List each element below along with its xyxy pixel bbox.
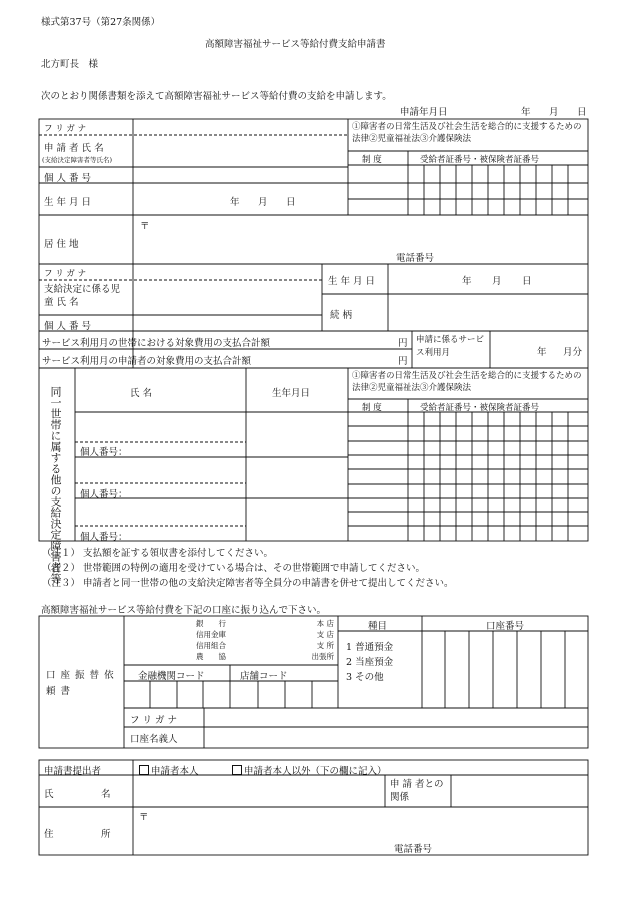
option-other-label: 申請者本人以外（下の欄に記入）: [244, 766, 387, 777]
intro-text: 次のとおり関係書類を添えて高額障害福祉サービス等給付費の支給を申請します。: [41, 91, 392, 102]
submitter-relation-label: 申 請 者との関係: [390, 779, 444, 803]
checkbox-other[interactable]: [232, 765, 242, 775]
applicant-cert-header: 受給者証番号・被保険者証番号: [420, 155, 540, 165]
applicant-furigana-label: フ リ ガ ナ: [44, 124, 87, 134]
branch-code-label: 店舗コード: [240, 671, 288, 682]
checkbox-self[interactable]: [139, 765, 149, 775]
household-law-note: ①障害者の日常生活及び社会生活を総合的に支援するための法律②児童福祉法③介護保険法: [352, 371, 582, 393]
applicant-total-yen: 円: [398, 356, 408, 367]
applicant-postal-mark: 〒: [140, 221, 150, 232]
child-dob-month: 月: [492, 276, 502, 287]
submitter-name-label: 氏 名: [44, 789, 111, 800]
applicant-system-header: 制 度: [362, 155, 382, 165]
applicant-phone-label: 電話番号: [396, 253, 435, 264]
option-self-label: 申請者本人: [151, 766, 199, 777]
household-name-header: 氏 名: [130, 388, 153, 399]
submitter-postal-mark: 〒: [139, 812, 149, 823]
note-2: （注２） 世帯範囲の特例の適用を受けている場合は、その世帯範囲で申請してください。: [42, 563, 426, 574]
account-kind-header: 種目: [368, 621, 388, 632]
bank-side-label: 口 座 振 替 依 頼 書: [46, 670, 115, 697]
service-month-label: 申請に係るサービス利用月: [416, 335, 485, 358]
household-total-yen: 円: [398, 338, 408, 349]
account-number-header: 口座番号: [486, 621, 525, 632]
submitter-label: 申請書提出者: [44, 766, 102, 777]
applicant-address-label: 居 住 地: [44, 239, 79, 250]
branch-type-sub: 支 所: [316, 641, 334, 650]
account-kind-ordinary: 1 普通預金: [346, 642, 394, 653]
applicant-dob-month: 月: [258, 197, 268, 208]
branch-types: [298, 618, 334, 662]
branch-type-head: 本 店: [316, 619, 334, 628]
note-3: （注３） 申請者と同一世帯の他の支給決定障害者等全員分の申請書を併せて提出してください。: [42, 578, 454, 589]
note-1: （注１） 支払額を証する領収書を添付してください。: [42, 548, 274, 559]
bank-code-label: 金融機関コード: [138, 671, 205, 682]
applicant-dob-year: 年: [230, 197, 240, 208]
submitter-phone-label: 電話番号: [394, 844, 433, 855]
applicant-name-sublabel: (支給決定障害者等氏名): [42, 156, 113, 164]
institution-type-bank: 銀 行: [196, 619, 226, 628]
date-unit-year: 年: [521, 107, 531, 118]
applicant-dob-day: 日: [286, 197, 296, 208]
child-personal-number-label: 個 人 番 号: [44, 321, 92, 332]
child-name-label: 支給決定に係る児 童 氏 名: [44, 284, 121, 308]
child-dob-year: 年: [462, 276, 472, 287]
applicant-total-label: サービス利用月の申請者の対象費用の支払合計額: [42, 356, 252, 367]
submitter-address-label: 住 所: [44, 829, 111, 840]
applicant-dob-label: 生 年 月 日: [44, 197, 92, 208]
household-member-3-number: 個人番号：: [80, 532, 128, 543]
household-dob-header: 生年月日: [272, 388, 311, 399]
account-kinds: [346, 640, 420, 685]
child-dob-day: 日: [522, 276, 532, 287]
applicant-name-label: 申 請 者 氏 名: [44, 143, 104, 154]
child-furigana-label: フ リ ガ ナ: [44, 269, 87, 279]
option-self[interactable]: [139, 763, 199, 777]
household-member-1-number: 個人番号：: [80, 447, 128, 458]
institution-type-nokyo: 農 協: [196, 652, 226, 661]
option-other[interactable]: [232, 763, 387, 777]
account-holder-label: 口座名義人: [130, 734, 178, 745]
addressee: 北方町長 様: [41, 59, 99, 70]
household-member-2-number: 個人番号：: [80, 489, 128, 500]
service-month-month: 月分: [563, 347, 583, 358]
branch-type-branch: 支 店: [316, 630, 334, 639]
branch-type-office: 出張所: [311, 652, 334, 661]
form-number: 様式第37号（第27条関係）: [41, 17, 161, 28]
institution-types: [188, 618, 226, 662]
date-unit-day: 日: [577, 107, 587, 118]
child-dob-label: 生 年 月 日: [328, 276, 376, 287]
form-title: 高額障害福祉サービス等給付費支給申請書: [205, 39, 386, 50]
applicant-law-note: ①障害者の日常生活及び社会生活を総合的に支援するための法律②児童福祉法③介護保険法: [352, 122, 582, 144]
date-unit-month: 月: [549, 107, 559, 118]
child-relation-label: 続 柄: [330, 310, 353, 321]
account-kind-current: 2 当座預金: [346, 657, 394, 668]
holder-furigana-label: フ リ ガ ナ: [130, 715, 178, 726]
household-system-header: 制 度: [362, 403, 382, 413]
applicant-personal-number-label: 個 人 番 号: [44, 173, 92, 184]
household-total-label: サービス利用月の世帯における対象費用の支払合計額: [42, 338, 271, 349]
institution-type-shinkin: 信用金庫: [196, 630, 226, 639]
institution-type-kumiai: 信用組合: [196, 641, 226, 650]
household-cert-header: 受給者証番号・被保険者証番号: [420, 403, 540, 413]
bank-intro: 高額障害福祉サービス等給付費を下記の口座に振り込んで下さい。: [41, 605, 327, 616]
application-date-label: 申請年月日: [400, 107, 448, 118]
account-kind-other: 3 その他: [346, 672, 384, 683]
household-side-label: 同一世帯に属する他の支給決定障害者等: [49, 386, 62, 584]
service-month-year: 年: [537, 347, 547, 358]
